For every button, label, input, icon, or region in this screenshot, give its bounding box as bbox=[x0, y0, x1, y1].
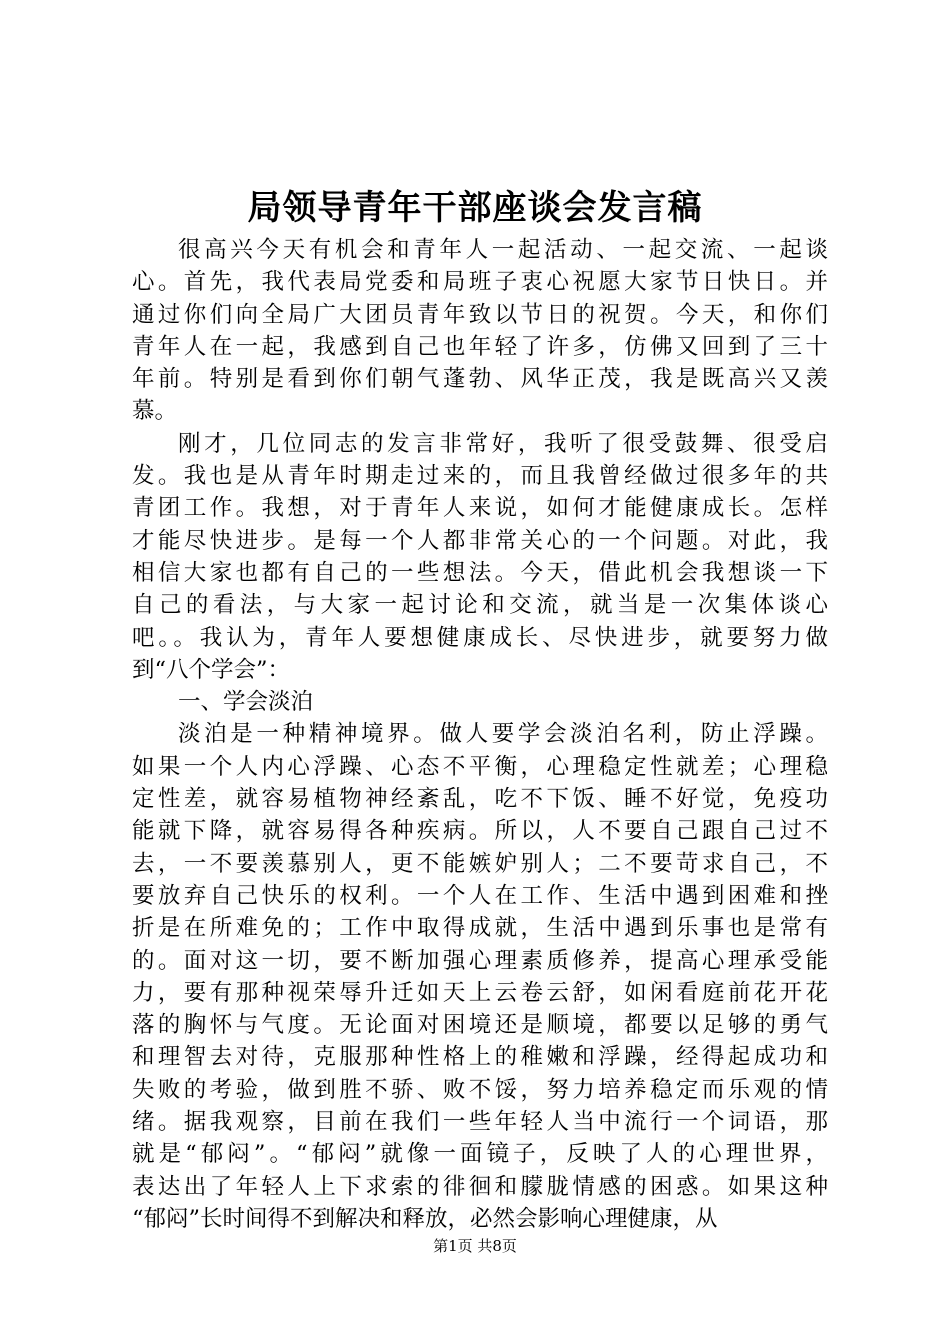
text-line: 相信大家也都有自己的一些想法。今天，借此机会我想谈一下 bbox=[132, 559, 828, 586]
text-line: 年前。特别是看到你们朝气蓬勃、风华正茂，我是既高兴又羡 bbox=[132, 366, 828, 393]
text-line: “郁闷”长时间得不到解决和释放，必然会影响心理健康，从 bbox=[132, 1205, 718, 1232]
text-line: 定性差，就容易植物神经紊乱，吃不下饭、睡不好觉，免疫功 bbox=[132, 786, 828, 813]
text-line: 绪。据我观察，目前在我们一些年轻人当中流行一个词语，那 bbox=[132, 1109, 828, 1136]
text-line: 很高兴今天有机会和青年人一起活动、一起交流、一起谈 bbox=[178, 237, 828, 263]
text-line: 慕。 bbox=[132, 398, 178, 425]
text-line: 和理智去对待，克服那种性格上的稚嫩和浮躁，经得起成功和 bbox=[132, 1044, 828, 1071]
text-line: 如果一个人内心浮躁、心态不平衡，心理稳定性就差；心理稳 bbox=[132, 753, 828, 780]
text-line: 自己的看法，与大家一起讨论和交流，就当是一次集体谈心 bbox=[132, 592, 828, 619]
page-footer: 第1页 共8页 bbox=[433, 1237, 517, 1255]
text-line: 心。首先，我代表局党委和局班子衷心祝愿大家节日快日。并 bbox=[132, 269, 828, 296]
text-line: 淡泊是一种精神境界。做人要学会淡泊名利，防止浮躁。 bbox=[178, 721, 828, 748]
paragraph bbox=[132, 428, 828, 686]
text-line: 到“八个学会”： bbox=[132, 656, 291, 683]
text-line: 折是在所难免的；工作中取得成就，生活中遇到乐事也是常有 bbox=[132, 915, 828, 942]
paragraph bbox=[132, 686, 828, 718]
text-line: 青年人在一起，我感到自己也年轻了许多，仿佛又回到了三十 bbox=[132, 333, 828, 360]
text-line: 吧。。我认为，青年人要想健康成长、尽快进步，就要努力做 bbox=[132, 624, 828, 651]
text-line: 就是“郁闷”。“郁闷”就像一面镜子，反映了人的心理世界， bbox=[132, 1141, 828, 1168]
paragraph bbox=[132, 234, 828, 428]
text-line: 才能尽快进步。是每一个人都非常关心的一个问题。对此，我 bbox=[132, 527, 828, 554]
text-line: 要放弃自己快乐的权利。一个人在工作、生活中遇到困难和挫 bbox=[132, 882, 828, 909]
text-line: 的。面对这一切，要不断加强心理素质修养，提高心理承受能 bbox=[132, 947, 828, 974]
paragraph bbox=[132, 718, 828, 1235]
text-line: 一、学会淡泊 bbox=[178, 689, 314, 716]
text-line: 能就下降，就容易得各种疾病。所以，人不要自己跟自己过不 bbox=[132, 818, 828, 845]
text-line: 通过你们向全局广大团员青年致以节日的祝贺。今天，和你们 bbox=[132, 301, 828, 328]
text-line: 刚才，几位同志的发言非常好，我听了很受鼓舞、很受启 bbox=[178, 430, 828, 457]
text-line: 青团工作。我想，对于青年人来说，如何才能健康成长。怎样 bbox=[132, 495, 828, 522]
document-body bbox=[132, 234, 828, 1235]
text-line: 失败的考验，做到胜不骄、败不馁，努力培养稳定而乐观的情 bbox=[132, 1076, 828, 1103]
text-line: 发。我也是从青年时期走过来的，而且我曾经做过很多年的共 bbox=[132, 463, 828, 490]
text-line: 表达出了年轻人上下求索的徘徊和朦胧情感的困惑。如果这种 bbox=[132, 1173, 828, 1200]
text-line: 落的胸怀与气度。无论面对困境还是顺境，都要以足够的勇气 bbox=[132, 1012, 828, 1039]
text-line: 力，要有那种视荣辱升迁如天上云卷云舒，如闲看庭前花开花 bbox=[132, 979, 828, 1006]
document-title: 局领导青年干部座谈会发言稿 bbox=[247, 188, 703, 228]
text-line: 去，一不要羡慕别人，更不能嫉妒别人；二不要苛求自己，不 bbox=[132, 850, 828, 877]
